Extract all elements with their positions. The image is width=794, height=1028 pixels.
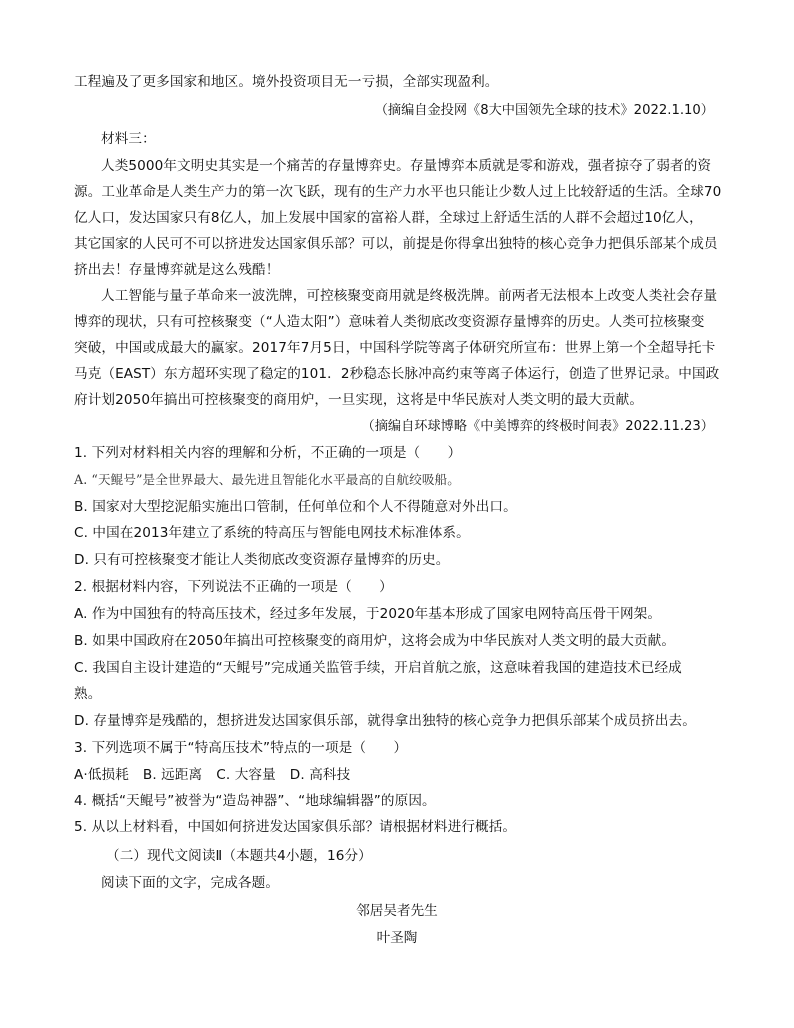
question-3-option-b: B. 远距离 <box>142 767 203 783</box>
question-2-stem: 2. 根据材料内容，下列说法不正确的一项是（ ） <box>74 579 393 595</box>
material-3-para2-line: 府计划2050年搞出可控核聚变的商用炉，一旦实现，这将是中华民族对人类文明的最大贡献。 <box>74 392 644 408</box>
question-3-option-d: D. 高科技 <box>289 767 351 783</box>
material-3-para1-line: 亿人口，发达国家只有8亿人，加上发展中国家的富裕人群，全球过上舒适生活的人群不会超过10亿人， <box>74 210 703 226</box>
question-2-option-c: C. 我国自主设计建造的“天鲲号”完成通关监管手续，开启首航之旅，这意味着我国的建造技术已经成 <box>74 660 682 676</box>
question-1-option-d: D. 只有可控核聚变才能让人类彻底改变资源存量博弈的历史。 <box>74 552 450 568</box>
material-3-para2-line: 突破，中国或成最大的赢家。2017年7月5日，中国科学院等离子体研究所宣布：世界上第一个全超导托卡 <box>74 340 716 356</box>
source-citation-1: （摘编自金投网《8大中国领先全球的技术》2022.1.10） <box>374 103 714 118</box>
question-4: 4. 概括“天鲲号”被誉为“造岛神器”、“地球编辑器”的原因。 <box>74 793 436 809</box>
continued-line: 工程遍及了更多国家和地区。境外投资项目无一亏损，全部实现盈利。 <box>74 74 499 90</box>
question-1-option-a: A. “天鲲号”是全世界最大、最先进且智能化水平最高的自航绞吸船。 <box>74 472 460 487</box>
question-3-options <box>74 765 364 785</box>
question-3-stem: 3. 下列选项不属于“特高压技术”特点的一项是（ ） <box>74 740 408 756</box>
section-2-heading: （二）现代文阅读Ⅱ（本题共4小题，16分） <box>106 848 372 864</box>
material-3-para1-line: 其它国家的人民可不可以挤进发达国家俱乐部？可以，前提是你得拿出独特的核心竞争力把俱乐部某个成员 <box>74 236 718 252</box>
source-citation-2: （摘编自环球博略《中美博弈的终极时间表》2022.11.23） <box>361 419 714 434</box>
material-3-para1-line: 源。工业革命是人类生产力的第一次飞跃，现有的生产力水平也只能让少数人过上比较舒适的生活。全球70 <box>74 184 722 200</box>
material-3-para2-line: 博弈的现状，只有可控核聚变（“人造太阳”）意味着人类彻底改变资源存量博弈的历史。人类可拉核聚变 <box>74 314 705 330</box>
question-3-option-a: A·低损耗 <box>74 767 129 783</box>
question-2-option-c-cont: 熟。 <box>74 686 102 702</box>
article-author: 叶圣陶 <box>376 930 418 946</box>
question-2-option-b: B. 如果中国政府在2050年搞出可控核聚变的商用炉，这将会成为中华民族对人类文明的最大贡献。 <box>74 633 676 649</box>
material-3-heading: 材料三： <box>101 131 156 147</box>
material-3-para1-line: 人类5000年文明史其实是一个痛苦的存量博弈史。存量博弈本质就是零和游戏，强者掠夺了弱者的资 <box>101 158 712 174</box>
question-2-option-d: D. 存量博弈是残酷的，想挤进发达国家俱乐部，就得拿出独特的核心竞争力把俱乐部某个成员挤出去。 <box>74 713 696 729</box>
question-1-option-b: B. 国家对大型挖泥船实施出口管制，任何单位和个人不得随意对外出口。 <box>74 499 517 515</box>
material-3-para1-line: 挤出去！存量博弈就是这么残酷！ <box>74 262 280 278</box>
article-title: 邻居吴者先生 <box>356 903 438 919</box>
question-2-option-a: A. 作为中国独有的特高压技术，经过多年发展，于2020年基本形成了国家电网特高压骨干网架。 <box>74 606 662 622</box>
question-5: 5. 从以上材料看，中国如何挤进发达国家俱乐部？请根据材料进行概括。 <box>74 819 517 835</box>
question-1-option-c: C. 中国在2013年建立了系统的特高压与智能电网技术标准体系。 <box>74 525 470 541</box>
material-3-para2-line: 马克（EAST）东方超环实现了稳定的101．2秒稳态长脉冲高约束等离子体运行，创造了世界记录。中国政 <box>74 366 720 382</box>
question-3-option-c: C. 大容量 <box>216 767 276 783</box>
question-1-stem: 1. 下列对材料相关内容的理解和分析，不正确的一项是（ ） <box>74 445 462 461</box>
reading-instruction: 阅读下面的文字，完成各题。 <box>101 875 280 891</box>
material-3-para2-line: 人工智能与量子革命来一波洗牌，可控核聚变商用就是终极洗牌。前两者无法根本上改变人类社会存量 <box>101 288 718 304</box>
